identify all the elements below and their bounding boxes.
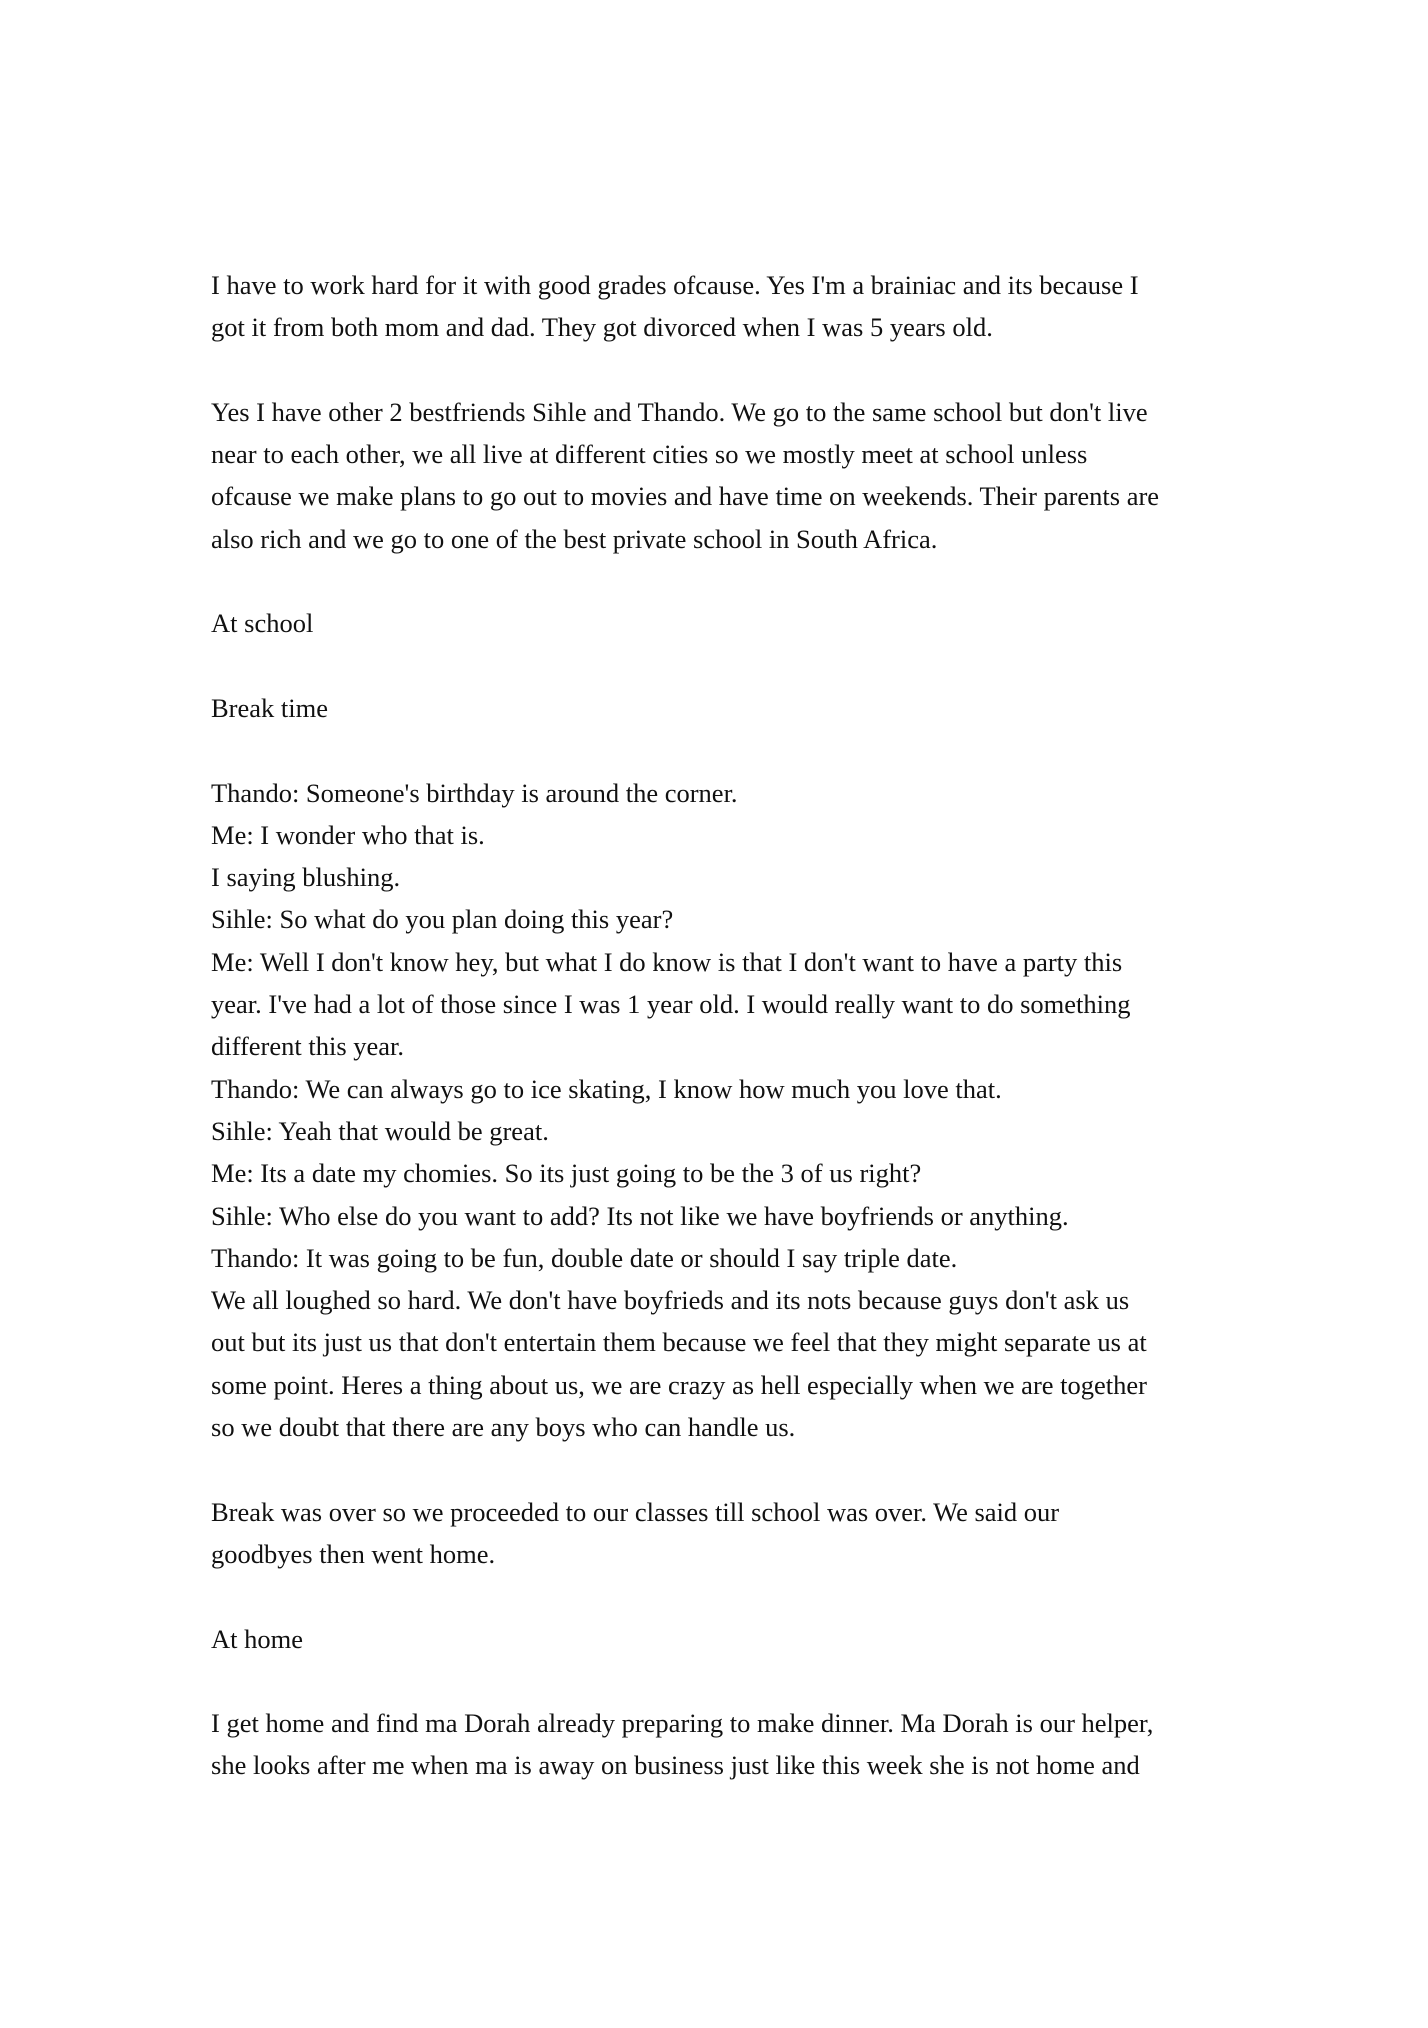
dialogue-line: I saying blushing. <box>211 862 401 893</box>
paragraph-break-over <box>211 1491 1221 1576</box>
scene-heading-at-school <box>211 602 1221 644</box>
text-line: I have to work hard for it with good grades ofcause. Yes I'm a brainiac and its because I <box>211 270 1139 300</box>
text-line: I get home and find ma Dorah already preparing to make dinner. Ma Dorah is our helper, <box>211 1708 1154 1739</box>
dialogue-line: year. I've had a lot of those since I was 1 year old. I would really want to do something <box>211 989 1131 1020</box>
text-line: Yes I have other 2 bestfriends Sihle and Thando. We go to the same school but don't live <box>211 396 1148 427</box>
text-line: ofcause we make plans to go out to movies and have time on weekends. Their parents are <box>211 481 1160 512</box>
paragraph-bestfriends <box>211 391 1221 560</box>
scene-heading-break-time <box>211 687 1221 729</box>
dialogue-line: some point. Heres a thing about us, we are crazy as hell especially when we are together <box>211 1369 1147 1400</box>
text-line: goodbyes then went home. <box>211 1538 496 1569</box>
dialogue-line: Thando: Someone's birthday is around the corner. <box>211 777 738 808</box>
text-line: near to each other, we all live at different cities so we mostly meet at school unless <box>211 439 1088 470</box>
document-body <box>211 264 1221 1829</box>
dialogue-line: so we doubt that there are any boys who can handle us. <box>211 1412 796 1443</box>
dialogue-block <box>211 772 1221 1449</box>
dialogue-line: Me: Well I don't know hey, but what I do know is that I don't want to have a party this <box>211 946 1123 977</box>
dialogue-line: We all loughed so hard. We don't have boyfrieds and its nots because guys don't ask us <box>211 1285 1130 1316</box>
dialogue-line: Sihle: Who else do you want to add? Its not like we have boyfriends or anything. <box>211 1200 1069 1231</box>
text-line: got it from both mom and dad. They got divorced when I was 5 years old. <box>211 312 993 343</box>
text-line: Break was over so we proceeded to our classes till school was over. We said our <box>211 1496 1060 1527</box>
paragraph-ma-dorah <box>211 1702 1221 1787</box>
dialogue-line: Sihle: Yeah that would be great. <box>211 1115 549 1146</box>
text-line: At school <box>211 608 314 639</box>
text-line: Break time <box>211 692 328 723</box>
dialogue-line: Me: Its a date my chomies. So its just going to be the 3 of us right? <box>211 1158 922 1189</box>
text-line: she looks after me when ma is away on business just like this week she is not home and <box>211 1750 1140 1781</box>
scene-heading-at-home <box>211 1618 1221 1660</box>
dialogue-line: Thando: We can always go to ice skating, I know how much you love that. <box>211 1073 1002 1104</box>
text-line: At home <box>211 1623 303 1654</box>
dialogue-line: Sihle: So what do you plan doing this year? <box>211 904 674 935</box>
dialogue-line: Thando: It was going to be fun, double date or should I say triple date. <box>211 1242 958 1273</box>
text-line: also rich and we go to one of the best private school in South Africa. <box>211 523 938 554</box>
paragraph-grades <box>211 264 1221 349</box>
dialogue-line: Me: I wonder who that is. <box>211 819 485 850</box>
dialogue-line: out but its just us that don't entertain them because we feel that they might separate us at <box>211 1327 1147 1358</box>
dialogue-line: different this year. <box>211 1031 405 1062</box>
